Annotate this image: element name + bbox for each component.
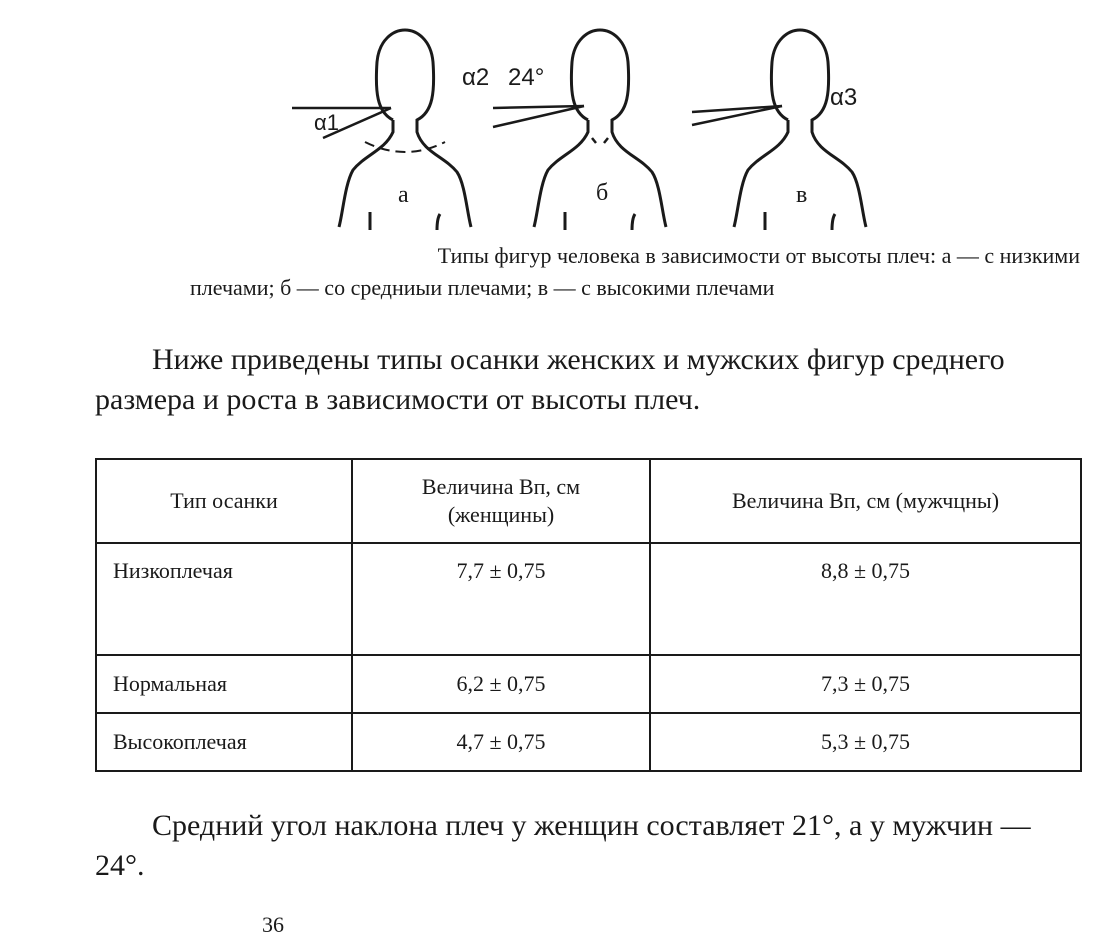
header-cell: Тип осанки bbox=[96, 459, 352, 543]
table-cell: 6,2 ± 0,75 bbox=[352, 655, 650, 713]
header-cell: Величина Вп, см (женщины) bbox=[352, 459, 650, 543]
figure-v bbox=[692, 30, 866, 230]
table-cell: Высокоплечая bbox=[96, 713, 352, 771]
table-row bbox=[96, 655, 1081, 713]
figure-label-a: а bbox=[398, 182, 409, 208]
figure-label-b: б bbox=[596, 180, 609, 206]
table-row bbox=[96, 713, 1081, 771]
figure-b bbox=[493, 30, 666, 230]
caption-line-2: плечами; б — со средниыи плечами; в — с высокими плечами bbox=[190, 275, 775, 300]
angle-value: 24° bbox=[508, 64, 545, 91]
table-cell: 7,7 ± 0,75 bbox=[352, 543, 650, 655]
table-cell: 4,7 ± 0,75 bbox=[352, 713, 650, 771]
figure-label-v: в bbox=[796, 182, 808, 208]
header-cell: Величина Вп, см (мужчцны) bbox=[650, 459, 1081, 543]
table-cell: 5,3 ± 0,75 bbox=[650, 713, 1081, 771]
closing-paragraph: Средний угол наклона плеч у женщин составляет 21°, а у мужчин — 24°. bbox=[95, 809, 1031, 882]
table-header-row bbox=[96, 459, 1081, 543]
intro-paragraph: Ниже приведены типы осанки женских и мужских фигур среднего размера и роста в зависимости от высоты плеч. bbox=[95, 343, 1005, 416]
angle-label-a2: α2 bbox=[462, 64, 490, 91]
figure-caption bbox=[190, 240, 1080, 304]
table-cell: 7,3 ± 0,75 bbox=[650, 655, 1081, 713]
table-cell: Низкоплечая bbox=[96, 543, 352, 655]
table-cell: Нормальная bbox=[96, 655, 352, 713]
angle-label-a3: α3 bbox=[830, 84, 858, 111]
table-cell: 8,8 ± 0,75 bbox=[650, 543, 1081, 655]
page-number: 36 bbox=[262, 912, 284, 937]
angle-label-a1: α1 bbox=[314, 110, 339, 135]
caption-line-1: Типы фигур человека в зависимости от высоты плеч: а — с низкими bbox=[437, 243, 1080, 268]
table-row bbox=[96, 543, 1081, 655]
shoulder-types-figure bbox=[0, 0, 1120, 230]
posture-table bbox=[95, 458, 1082, 772]
